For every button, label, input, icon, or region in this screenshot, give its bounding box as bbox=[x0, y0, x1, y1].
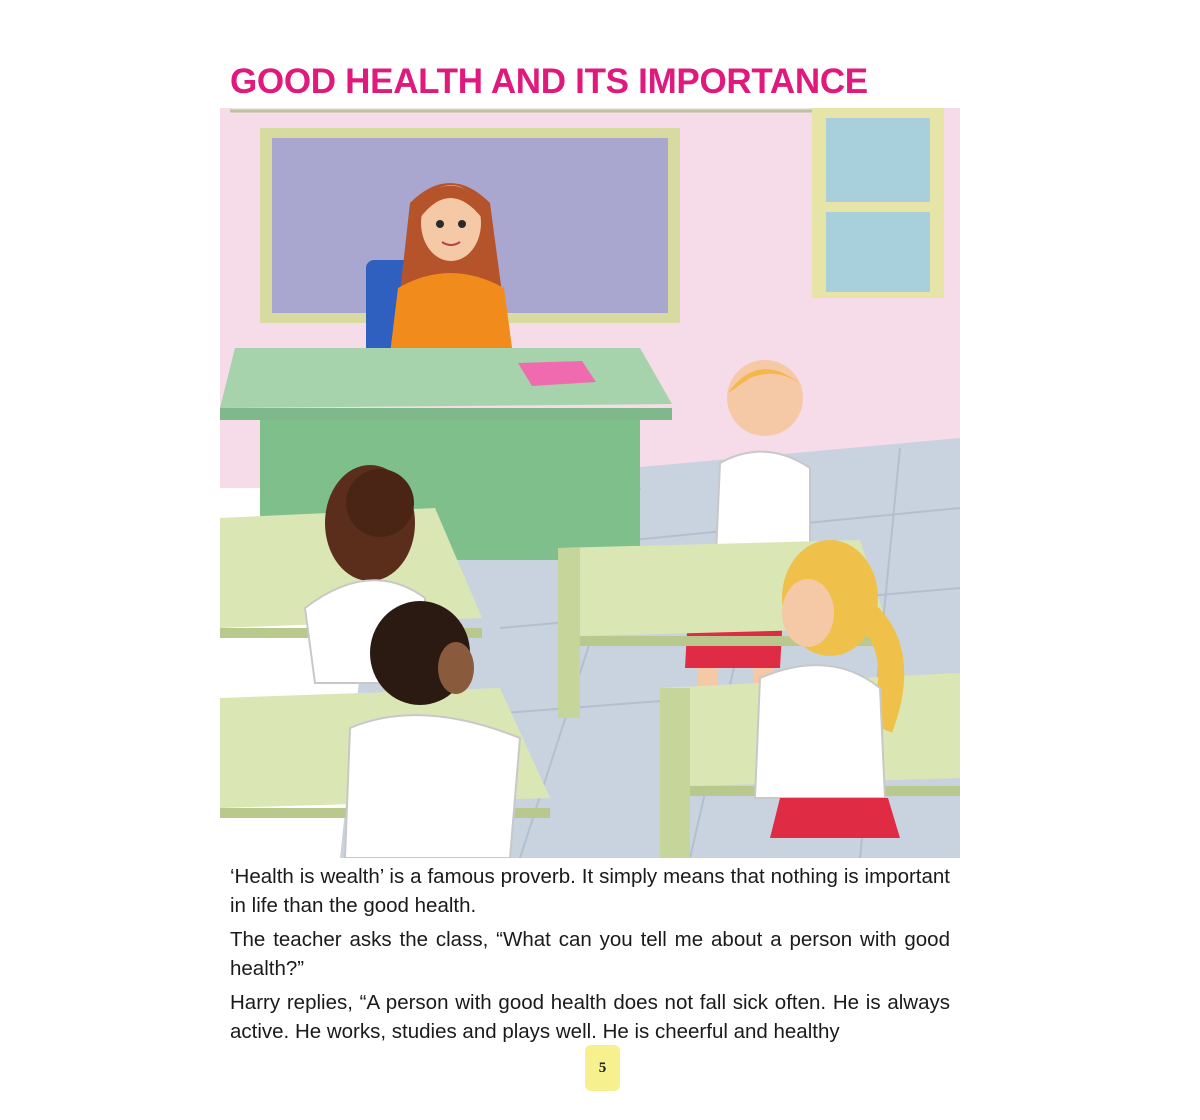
paragraph-harry-reply: Harry replies, “A person with good health does not fall sick often. He is always active. He works, studies and plays well. He is cheerful and healthy bbox=[230, 991, 950, 1043]
body-text bbox=[230, 862, 950, 1051]
window bbox=[812, 108, 944, 298]
classroom-illustration bbox=[220, 108, 960, 858]
paragraph-teacher-question: The teacher asks the class, “What can you tell me about a person with good health?” bbox=[230, 928, 950, 980]
paragraph-proverb: ‘Health is wealth’ is a famous proverb. It simply means that nothing is important in life than the good health. bbox=[230, 865, 950, 917]
page-title: GOOD HEALTH AND ITS IMPORTANCE bbox=[230, 62, 868, 101]
page-number-badge: 5 bbox=[585, 1045, 620, 1091]
